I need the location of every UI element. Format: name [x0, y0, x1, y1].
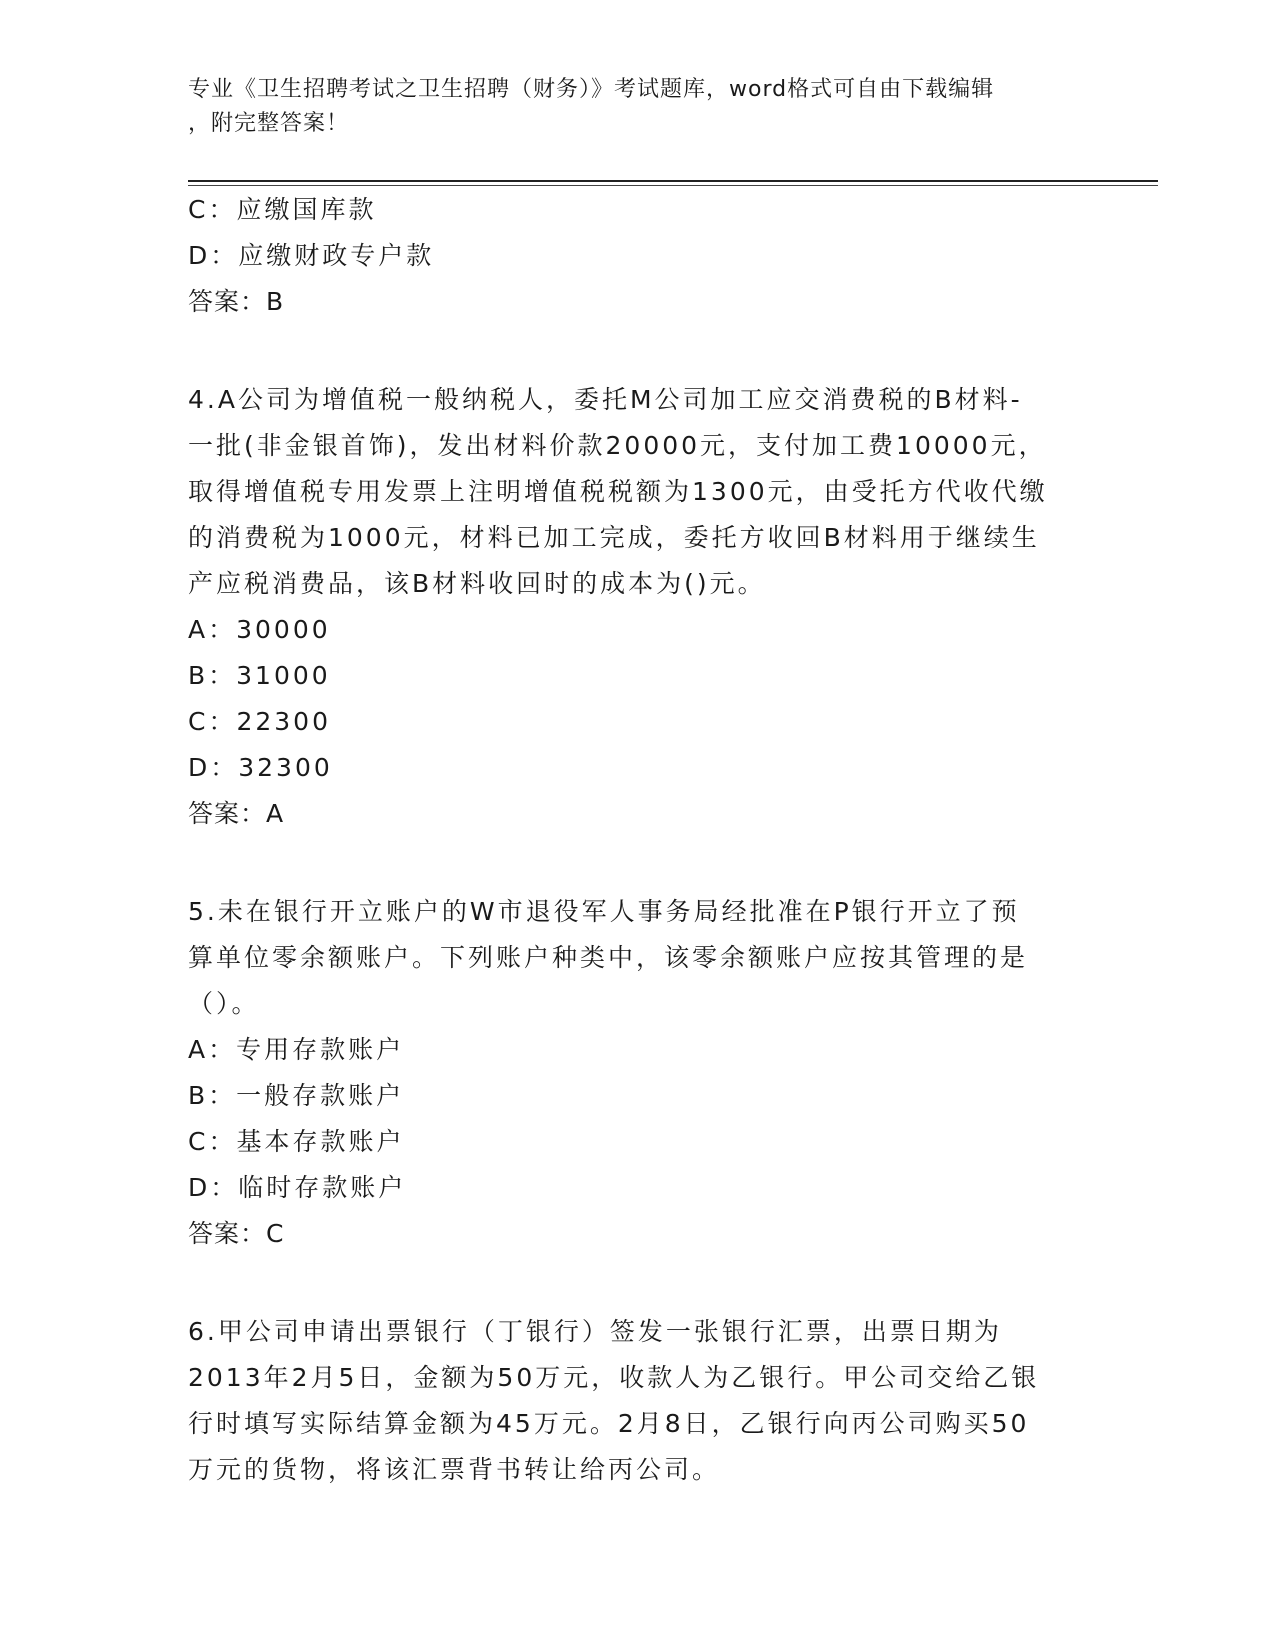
option-b: B：31000 [188, 661, 331, 690]
question-gap [188, 325, 1088, 377]
option-d: D：临时存款账户 [188, 1173, 407, 1202]
question-content [188, 187, 1088, 1493]
header-line-2: ，附完整答案！ [188, 111, 350, 136]
question-text-line: 产应税消费品，该B材料收回时的成本为()元。 [188, 569, 766, 598]
question-text-line: 取得增值税专用发票上注明增值税税额为1300元，由受托方代收代缴 [188, 477, 1048, 506]
option-c: C：应缴国库款 [188, 195, 377, 224]
question-text-line: 4.A公司为增值税一般纳税人，委托M公司加工应交消费税的B材料- [188, 385, 1023, 414]
option-a: A：30000 [188, 615, 331, 644]
header-divider-thick [188, 180, 1158, 182]
question-text-line: 的消费税为1000元，材料已加工完成，委托方收回B材料用于继续生 [188, 523, 1040, 552]
question-text-line: 5.未在银行开立账户的W市退役军人事务局经批准在P银行开立了预 [188, 897, 1020, 926]
answer-line: 答案：C [188, 1219, 285, 1248]
option-c: C：22300 [188, 707, 331, 736]
question-text-line: 万元的货物，将该汇票背书转让给丙公司。 [188, 1455, 721, 1484]
option-d: D：应缴财政专户款 [188, 241, 435, 270]
question-gap [188, 837, 1088, 889]
document-header [188, 73, 1068, 141]
question-gap [188, 1257, 1088, 1309]
option-b: B：一般存款账户 [188, 1081, 405, 1110]
answer-line: 答案：B [188, 287, 285, 316]
question-text-line: 6.甲公司申请出票银行（丁银行）签发一张银行汇票，出票日期为 [188, 1317, 1002, 1346]
header-divider-thin [188, 185, 1158, 186]
question-text-line: 一批(非金银首饰)，发出材料价款20000元，支付加工费10000元， [188, 431, 1047, 460]
option-a: A：专用存款账户 [188, 1035, 405, 1064]
option-c: C：基本存款账户 [188, 1127, 405, 1156]
answer-line: 答案：A [188, 799, 285, 828]
question-3-tail [188, 187, 1088, 325]
question-4 [188, 377, 1088, 837]
option-d: D：32300 [188, 753, 333, 782]
question-text-line: （）。 [188, 989, 260, 1018]
question-text-line: 算单位零余额账户。下列账户种类中，该零余额账户应按其管理的是 [188, 943, 1029, 972]
question-5 [188, 889, 1088, 1257]
question-text-line: 行时填写实际结算金额为45万元。2月8日，乙银行向丙公司购买50 [188, 1409, 1030, 1438]
question-6 [188, 1309, 1088, 1493]
question-text-line: 2013年2月5日，金额为50万元，收款人为乙银行。甲公司交给乙银 [188, 1363, 1040, 1392]
header-line-1: 专业《卫生招聘考试之卫生招聘（财务）》考试题库，word格式可自由下载编辑 [188, 77, 995, 102]
